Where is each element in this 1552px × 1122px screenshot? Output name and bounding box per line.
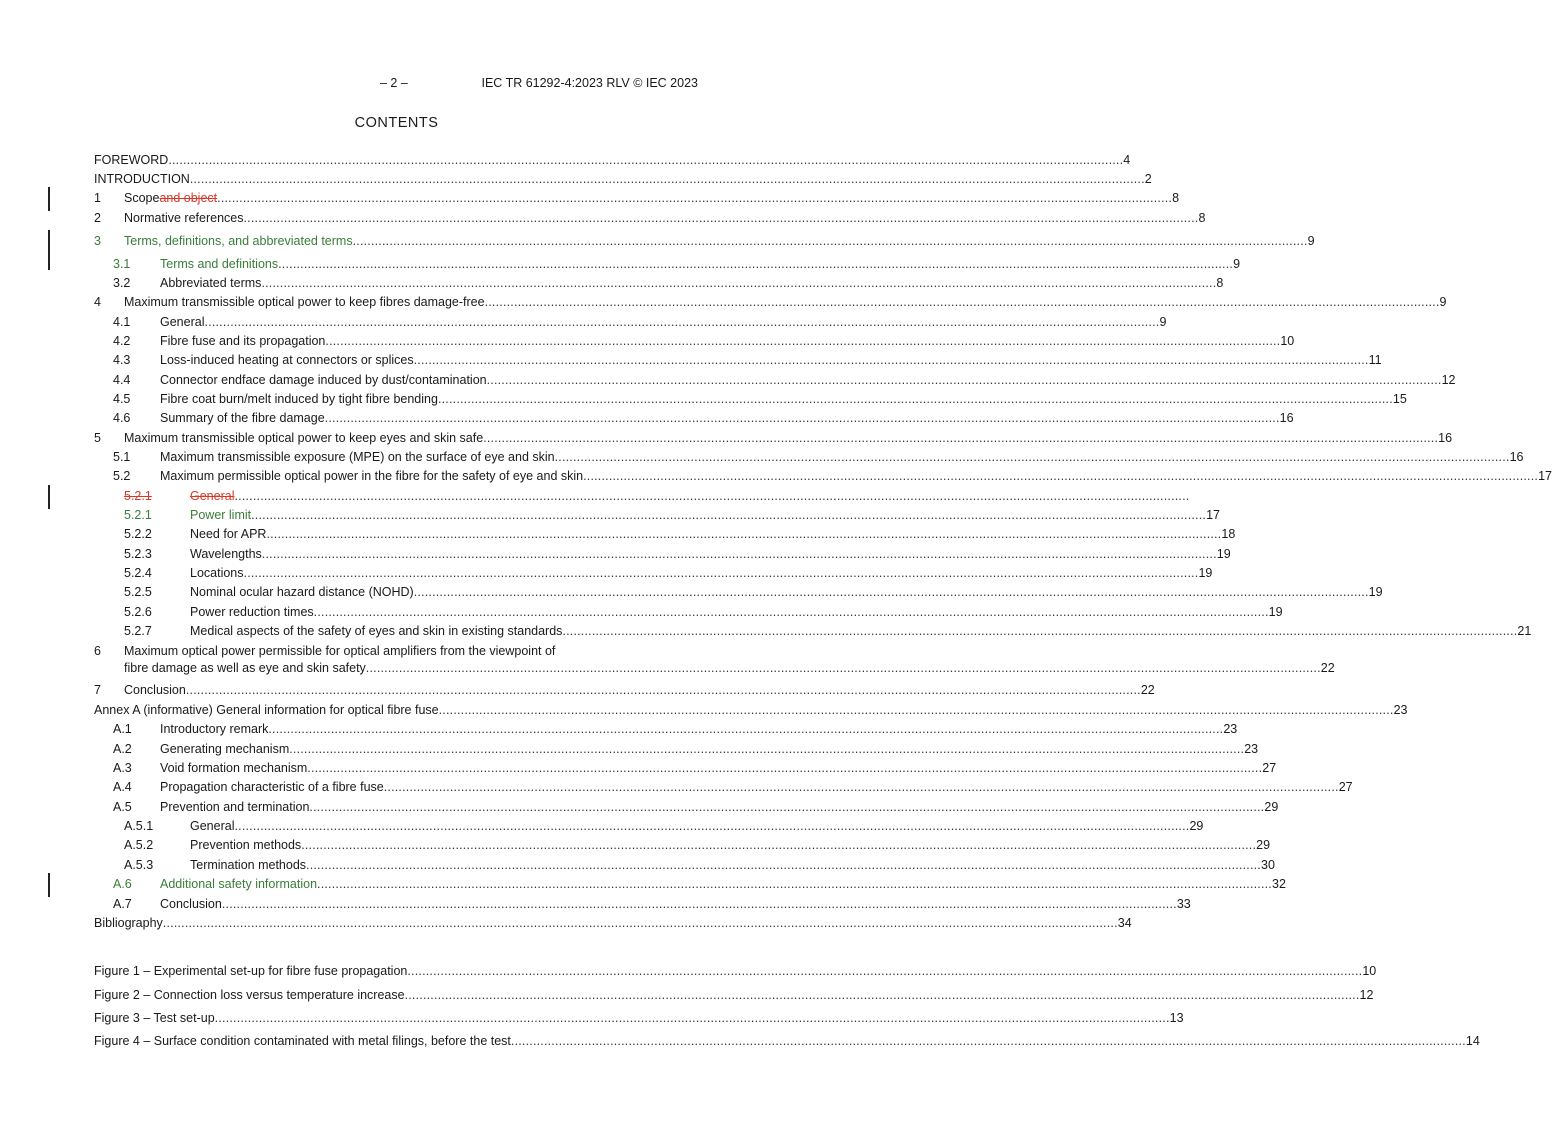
section-number: A.1 bbox=[113, 722, 132, 736]
toc-entry-title: Figure 1 – Experimental set-up for fibre fuse propagation bbox=[94, 964, 408, 978]
toc-entry-title: INTRODUCTION bbox=[94, 172, 190, 186]
toc-page-number: 16 bbox=[1438, 431, 1453, 445]
toc-row bbox=[0, 293, 1447, 312]
dot-leader: .................................................................................................................................................................................................................................................................... bbox=[352, 234, 1308, 248]
dot-leader: .................................................................................................................................................................................................................................................................... bbox=[204, 315, 1160, 329]
dot-leader: .................................................................................................................................................................................................................................................................... bbox=[221, 897, 1177, 911]
toc-row bbox=[0, 332, 1295, 351]
toc-entry-link[interactable] bbox=[124, 429, 1453, 448]
toc-page-number: 30 bbox=[1261, 858, 1275, 872]
toc-entry-title: Void formation mechanism bbox=[160, 761, 308, 775]
toc-row bbox=[0, 856, 1275, 875]
figure-list-row bbox=[0, 986, 1374, 1005]
toc-entry-link[interactable] bbox=[94, 701, 1408, 720]
section-number: A.5 bbox=[113, 800, 132, 814]
section-number: 5 bbox=[94, 431, 101, 445]
toc-row bbox=[0, 525, 1236, 544]
toc-row bbox=[0, 390, 1407, 409]
dot-leader: .................................................................................................................................................................................................................................................................... bbox=[407, 964, 1363, 978]
toc-page-number: 9 bbox=[1159, 315, 1167, 329]
toc-entry-link[interactable] bbox=[160, 332, 1295, 351]
toc-entry-title: Propagation characteristic of a fibre fuse bbox=[160, 780, 384, 794]
toc-page-number: 10 bbox=[1280, 334, 1295, 348]
section-number: 4 bbox=[94, 295, 101, 309]
toc-row bbox=[0, 603, 1283, 622]
toc-entry-title: Introductory remark bbox=[160, 722, 269, 736]
toc-page-number: 29 bbox=[1189, 819, 1204, 833]
dot-leader: .................................................................................................................................................................................................................................................................... bbox=[413, 585, 1369, 599]
toc-entry-link[interactable] bbox=[94, 170, 1152, 189]
toc-entry-title: Termination methods bbox=[190, 858, 307, 872]
toc-entry-link[interactable] bbox=[190, 817, 1204, 836]
toc-entry-link[interactable] bbox=[160, 759, 1277, 778]
toc-page-number: 33 bbox=[1176, 897, 1191, 911]
toc-page-number: 34 bbox=[1117, 916, 1132, 930]
toc-row bbox=[0, 914, 1132, 933]
toc-page-number: 12 bbox=[1359, 988, 1374, 1002]
change-bar bbox=[48, 230, 50, 270]
toc-entry-link[interactable] bbox=[190, 603, 1283, 622]
toc-entry-link[interactable] bbox=[124, 209, 1206, 228]
toc-page-number: 23 bbox=[1393, 703, 1408, 717]
dot-leader: .................................................................................................................................................................................................................................................................... bbox=[404, 988, 1360, 1002]
toc-entry-link[interactable] bbox=[160, 467, 1552, 486]
toc-entry-title: Prevention methods bbox=[190, 838, 302, 852]
toc-page-number: 14 bbox=[1465, 1034, 1480, 1048]
toc-entry-link[interactable] bbox=[160, 798, 1279, 817]
toc-entry-link[interactable] bbox=[94, 986, 1374, 1005]
toc-page-number: 11 bbox=[1368, 353, 1382, 367]
toc-entry-link[interactable] bbox=[124, 659, 1335, 678]
toc-entry-title: Annex A (informative) General information for optical fibre fuse bbox=[94, 703, 439, 717]
toc-page-number: 19 bbox=[1368, 585, 1383, 599]
toc-entry-link[interactable] bbox=[160, 740, 1259, 759]
toc-row bbox=[0, 720, 1238, 739]
toc-entry-link[interactable] bbox=[94, 962, 1377, 981]
section-number: 4.4 bbox=[113, 373, 131, 387]
toc-entry-link[interactable] bbox=[160, 351, 1382, 370]
toc-page-number: 22 bbox=[1320, 661, 1335, 675]
toc-row bbox=[0, 409, 1294, 428]
toc-page-number: 23 bbox=[1223, 722, 1238, 736]
toc-row bbox=[0, 583, 1383, 602]
dot-leader: .................................................................................................................................................................................................................................................................... bbox=[484, 295, 1440, 309]
toc-entry-title: Maximum transmissible exposure (MPE) on the surface of eye and skin bbox=[160, 450, 555, 464]
section-number: 3.1 bbox=[113, 257, 131, 271]
toc-entry-title: fibre damage as well as eye and skin safety bbox=[124, 661, 366, 675]
toc-page-number: 27 bbox=[1338, 780, 1353, 794]
section-number: 3.2 bbox=[113, 276, 131, 290]
section-number: 5.2.5 bbox=[124, 585, 152, 599]
toc-row bbox=[0, 622, 1532, 641]
section-number: 4.2 bbox=[113, 334, 131, 348]
toc-entry-link[interactable] bbox=[94, 1032, 1480, 1051]
toc-entry-link[interactable] bbox=[160, 720, 1238, 739]
toc-page-number: 12 bbox=[1441, 373, 1456, 387]
toc-entry-title: Fibre coat burn/melt induced by tight fibre bending bbox=[160, 392, 438, 406]
dot-leader: .................................................................................................................................................................................................................................................................... bbox=[562, 624, 1518, 638]
toc-page-number: 18 bbox=[1221, 527, 1236, 541]
dot-leader: .................................................................................................................................................................................................................................................................... bbox=[413, 353, 1369, 367]
toc-entry-title: Conclusion bbox=[160, 897, 222, 911]
toc-entry-title: Nominal ocular hazard distance (NOHD) bbox=[190, 585, 414, 599]
dot-leader: .................................................................................................................................................................................................................................................................... bbox=[324, 411, 1280, 425]
toc-entry-title: General bbox=[190, 819, 235, 833]
toc-row bbox=[0, 274, 1224, 293]
toc-row bbox=[0, 642, 1335, 678]
toc-entry-link[interactable] bbox=[160, 255, 1241, 274]
toc-row bbox=[0, 564, 1213, 583]
toc-row bbox=[0, 701, 1408, 720]
dot-leader: .................................................................................................................................................................................................................................................................... bbox=[168, 153, 1124, 167]
toc-entry-title: Normative references bbox=[124, 211, 244, 225]
standard-reference: IEC TR 61292-4:2023 RLV © IEC 2023 bbox=[481, 76, 698, 90]
dot-leader: .................................................................................................................................................................................................................................................................... bbox=[313, 605, 1269, 619]
toc-row bbox=[0, 836, 1271, 855]
toc-entry-title: Figure 4 – Surface condition contaminated with metal filings, before the test bbox=[94, 1034, 511, 1048]
toc-entry-link[interactable] bbox=[190, 856, 1275, 875]
toc-entry-title: Power reduction times bbox=[190, 605, 314, 619]
toc-row bbox=[0, 170, 1152, 189]
toc-entry-link[interactable] bbox=[160, 313, 1167, 332]
dot-leader: .................................................................................................................................................................................................................................................................... bbox=[251, 508, 1207, 522]
toc-entry-title: Maximum transmissible optical power to keep eyes and skin safe bbox=[124, 431, 484, 445]
dot-leader: .................................................................................................................................................................................................................................................................... bbox=[234, 489, 1190, 503]
toc-page-number: 32 bbox=[1272, 877, 1286, 891]
section-number: 4.6 bbox=[113, 411, 131, 425]
toc-entry-title: Maximum transmissible optical power to keep fibres damage-free bbox=[124, 295, 485, 309]
toc-entry-link[interactable] bbox=[190, 622, 1532, 641]
toc-entry-title-line1: Maximum optical power permissible for optical amplifiers from the viewpoint of bbox=[124, 644, 556, 658]
toc-row bbox=[0, 487, 1190, 506]
dot-leader: .................................................................................................................................................................................................................................................................... bbox=[325, 334, 1281, 348]
dot-leader: .................................................................................................................................................................................................................................................................... bbox=[437, 392, 1393, 406]
page-title: CONTENTS bbox=[354, 115, 439, 131]
toc-entry-title: Summary of the fibre damage bbox=[160, 411, 325, 425]
dot-leader: .................................................................................................................................................................................................................................................................... bbox=[189, 172, 1145, 186]
figure-list-row bbox=[0, 1009, 1184, 1028]
section-number: 5.2.6 bbox=[124, 605, 152, 619]
toc-page-number: 9 bbox=[1233, 257, 1241, 271]
toc-entry-link[interactable] bbox=[94, 1009, 1184, 1028]
toc-row bbox=[0, 817, 1204, 836]
toc-row bbox=[0, 895, 1191, 914]
dot-leader: .................................................................................................................................................................................................................................................................... bbox=[266, 527, 1222, 541]
toc-entry-title: Scope bbox=[124, 191, 160, 205]
toc-page-number: 19 bbox=[1198, 566, 1213, 580]
dot-leader: .................................................................................................................................................................................................................................................................... bbox=[217, 191, 1173, 205]
toc-page-number: 9 bbox=[1439, 295, 1447, 309]
toc-entry-title: Conclusion bbox=[124, 683, 186, 697]
dot-leader: .................................................................................................................................................................................................................................................................... bbox=[185, 683, 1141, 697]
toc-entry-title: Bibliography bbox=[94, 916, 163, 930]
toc-entry-title: Locations bbox=[190, 566, 244, 580]
section-number: 5.1 bbox=[113, 450, 131, 464]
toc-row bbox=[0, 740, 1259, 759]
section-number: 4.3 bbox=[113, 353, 131, 367]
section-number: 1 bbox=[94, 191, 101, 205]
toc-entry-link[interactable] bbox=[160, 409, 1294, 428]
dot-leader: .................................................................................................................................................................................................................................................................... bbox=[483, 431, 1439, 445]
toc-page-number: 8 bbox=[1198, 211, 1206, 225]
toc-entry-link[interactable] bbox=[190, 545, 1231, 564]
toc-page-number: 19 bbox=[1216, 547, 1231, 561]
dot-leader: .................................................................................................................................................................................................................................................................... bbox=[261, 276, 1217, 290]
dot-leader: .................................................................................................................................................................................................................................................................... bbox=[306, 858, 1261, 872]
toc-entry-title: Power limit bbox=[190, 508, 252, 522]
toc-page-number: 9 bbox=[1307, 234, 1315, 248]
dot-leader: .................................................................................................................................................................................................................................................................... bbox=[243, 566, 1199, 580]
toc-entry-title: Loss-induced heating at connectors or splices bbox=[160, 353, 414, 367]
section-number: 6 bbox=[94, 644, 101, 658]
dot-leader: .................................................................................................................................................................................................................................................................... bbox=[510, 1034, 1466, 1048]
toc-entry-title: Fibre fuse and its propagation bbox=[160, 334, 326, 348]
toc-entry-title: Figure 2 – Connection loss versus temperature increase bbox=[94, 988, 405, 1002]
toc-entry-link[interactable] bbox=[124, 293, 1447, 312]
toc-entry-title: Additional safety information bbox=[160, 877, 318, 891]
toc-page-number: 16 bbox=[1279, 411, 1294, 425]
dot-leader: .................................................................................................................................................................................................................................................................... bbox=[383, 780, 1339, 794]
dot-leader: .................................................................................................................................................................................................................................................................... bbox=[289, 742, 1245, 756]
toc-entry-title: FOREWORD bbox=[94, 153, 169, 167]
toc-entry-title: Terms and definitions bbox=[160, 257, 279, 271]
dot-leader: .................................................................................................................................................................................................................................................................... bbox=[243, 211, 1199, 225]
toc-row bbox=[0, 759, 1277, 778]
toc-row bbox=[0, 545, 1231, 564]
section-number: 4.1 bbox=[113, 315, 131, 329]
toc-page-number: 29 bbox=[1264, 800, 1279, 814]
toc-entry-link[interactable] bbox=[94, 151, 1131, 170]
dot-leader: .................................................................................................................................................................................................................................................................... bbox=[486, 373, 1442, 387]
change-bar bbox=[48, 187, 50, 211]
section-number: 5.2.1 bbox=[124, 489, 152, 503]
page-number: – 2 – bbox=[380, 76, 408, 90]
toc-row bbox=[0, 778, 1353, 797]
toc-row bbox=[0, 351, 1382, 370]
toc-entry-title: Connector endface damage induced by dust/contamination bbox=[160, 373, 487, 387]
toc-page-number: 4 bbox=[1123, 153, 1131, 167]
toc-entry-link[interactable] bbox=[160, 875, 1286, 894]
toc-entry-link[interactable] bbox=[124, 681, 1155, 700]
toc-entry-link[interactable] bbox=[124, 232, 1315, 251]
toc-entry-link[interactable] bbox=[190, 506, 1220, 525]
toc-row bbox=[0, 151, 1131, 170]
deleted-text: and object bbox=[159, 191, 218, 205]
toc-row bbox=[0, 189, 1180, 208]
dot-leader: .................................................................................................................................................................................................................................................................... bbox=[307, 761, 1263, 775]
toc-page-number: 29 bbox=[1256, 838, 1271, 852]
dot-leader: .................................................................................................................................................................................................................................................................... bbox=[261, 547, 1217, 561]
dot-leader: .................................................................................................................................................................................................................................................................... bbox=[583, 469, 1539, 483]
toc-page-number: 23 bbox=[1244, 742, 1259, 756]
toc-row bbox=[0, 313, 1167, 332]
toc-entry-title: General bbox=[190, 489, 235, 503]
section-number: 5.2.1 bbox=[124, 508, 152, 522]
toc-entry-link[interactable] bbox=[160, 448, 1524, 467]
toc-page-number: 13 bbox=[1169, 1011, 1184, 1025]
toc-row bbox=[0, 798, 1279, 817]
toc-page-number: 21 bbox=[1517, 624, 1532, 638]
toc-row bbox=[0, 255, 1241, 274]
dot-leader: .................................................................................................................................................................................................................................................................... bbox=[268, 722, 1224, 736]
toc-page-number: 19 bbox=[1268, 605, 1283, 619]
section-number: A.6 bbox=[113, 877, 132, 891]
toc-page-number: 16 bbox=[1509, 450, 1524, 464]
toc-entry-link[interactable] bbox=[160, 274, 1224, 293]
toc-row bbox=[0, 875, 1286, 894]
dot-leader: .................................................................................................................................................................................................................................................................... bbox=[317, 877, 1272, 891]
toc-entry-link[interactable] bbox=[190, 525, 1236, 544]
toc-row bbox=[0, 467, 1552, 486]
toc-row bbox=[0, 232, 1315, 251]
dot-leader: .................................................................................................................................................................................................................................................................... bbox=[554, 450, 1510, 464]
section-number: 5.2.4 bbox=[124, 566, 152, 580]
toc-entry-title: Medical aspects of the safety of eyes and skin in existing standards bbox=[190, 624, 563, 638]
toc-page-number: 2 bbox=[1144, 172, 1152, 186]
toc-entry-title: General bbox=[160, 315, 205, 329]
toc-entry-title: Prevention and termination bbox=[160, 800, 310, 814]
toc-entry-link[interactable] bbox=[190, 487, 1190, 506]
figure-list-row bbox=[0, 962, 1377, 981]
dot-leader: .................................................................................................................................................................................................................................................................... bbox=[162, 916, 1118, 930]
toc-page-number: 10 bbox=[1362, 964, 1377, 978]
toc-entry-title: Generating mechanism bbox=[160, 742, 290, 756]
dot-leader: .................................................................................................................................................................................................................................................................... bbox=[301, 838, 1257, 852]
change-bar bbox=[48, 485, 50, 509]
section-number: 5.2.3 bbox=[124, 547, 152, 561]
toc-page-number: 22 bbox=[1140, 683, 1155, 697]
section-number: A.7 bbox=[113, 897, 132, 911]
toc-entry-link[interactable] bbox=[160, 371, 1456, 390]
toc-row bbox=[0, 371, 1456, 390]
dot-leader: .................................................................................................................................................................................................................................................................... bbox=[214, 1011, 1170, 1025]
section-number: 7 bbox=[94, 683, 101, 697]
section-number: A.2 bbox=[113, 742, 132, 756]
change-bar bbox=[48, 873, 50, 897]
dot-leader: .................................................................................................................................................................................................................................................................... bbox=[365, 661, 1321, 675]
section-number: 5.2.2 bbox=[124, 527, 152, 541]
section-number: 5.2.7 bbox=[124, 624, 152, 638]
toc-entry-link[interactable] bbox=[160, 390, 1407, 409]
dot-leader: .................................................................................................................................................................................................................................................................... bbox=[309, 800, 1265, 814]
toc-entry-link[interactable] bbox=[190, 564, 1213, 583]
toc-page-number: 17 bbox=[1538, 469, 1552, 483]
dot-leader: .................................................................................................................................................................................................................................................................... bbox=[278, 257, 1234, 271]
toc-page-number: 15 bbox=[1392, 392, 1407, 406]
section-number: A.5.3 bbox=[124, 858, 154, 872]
toc-row bbox=[0, 209, 1206, 228]
toc-entry-title: Figure 3 – Test set-up bbox=[94, 1011, 215, 1025]
section-number: 2 bbox=[94, 211, 101, 225]
toc-row bbox=[0, 448, 1524, 467]
toc-row bbox=[0, 506, 1220, 525]
toc-entry-title: Terms, definitions, and abbreviated terms bbox=[124, 234, 353, 248]
dot-leader: .................................................................................................................................................................................................................................................................... bbox=[438, 703, 1394, 717]
toc-page-number: 17 bbox=[1206, 508, 1220, 522]
section-number: A.3 bbox=[113, 761, 132, 775]
toc-row bbox=[0, 429, 1453, 448]
section-number: A.5.2 bbox=[124, 838, 154, 852]
toc-page-number: 8 bbox=[1172, 191, 1180, 205]
figure-list-row bbox=[0, 1032, 1480, 1051]
toc-entry-title: Maximum permissible optical power in the fibre for the safety of eye and skin bbox=[160, 469, 584, 483]
toc-entry-link[interactable] bbox=[160, 778, 1353, 797]
toc-entry-title: Abbreviated terms bbox=[160, 276, 262, 290]
section-number: 3 bbox=[94, 234, 101, 248]
toc-entry-link[interactable] bbox=[160, 895, 1191, 914]
toc-row bbox=[0, 681, 1155, 700]
dot-leader: .................................................................................................................................................................................................................................................................... bbox=[234, 819, 1190, 833]
toc-entry-link[interactable] bbox=[94, 914, 1132, 933]
toc-entry-title: Need for APR bbox=[190, 527, 267, 541]
toc-entry-link[interactable] bbox=[124, 189, 1180, 208]
section-number: 5.2 bbox=[113, 469, 131, 483]
section-number: A.5.1 bbox=[124, 819, 154, 833]
toc-entry-link[interactable] bbox=[190, 583, 1383, 602]
toc-page-number: 27 bbox=[1262, 761, 1277, 775]
toc-entry-link[interactable] bbox=[190, 836, 1271, 855]
toc-page-number: 8 bbox=[1216, 276, 1224, 290]
section-number: A.4 bbox=[113, 780, 132, 794]
section-number: 4.5 bbox=[113, 392, 131, 406]
toc-entry-title: Wavelengths bbox=[190, 547, 262, 561]
